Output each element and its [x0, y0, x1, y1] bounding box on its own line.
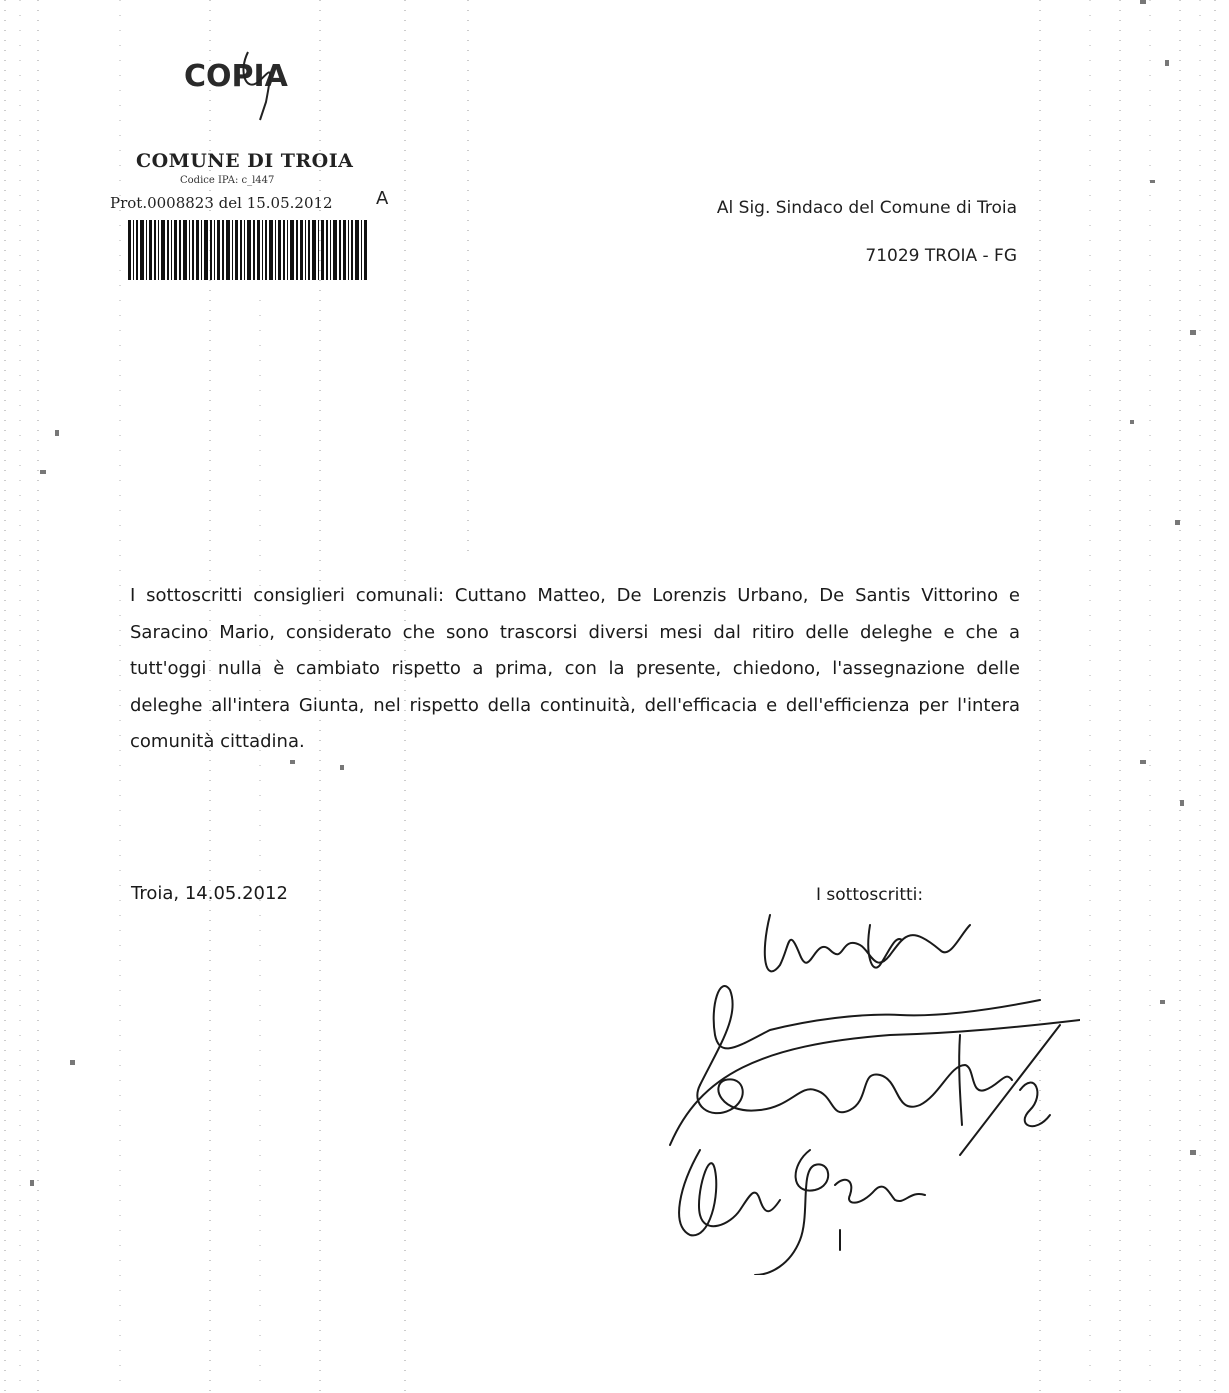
stamp-protocol: Prot.0008823 del 15.05.2012 — [110, 194, 333, 212]
addressee-city: 71029 TROIA - FG — [865, 246, 1017, 266]
protocol-stamp — [110, 150, 390, 290]
stamp-annotation: A — [376, 188, 389, 209]
addressee-name: Al Sig. Sindaco del Comune di Troia — [716, 198, 1017, 218]
signatories-label: I sottoscritti: — [816, 885, 924, 905]
barcode — [128, 220, 368, 280]
stamp-office: COMUNE DI TROIA — [136, 150, 354, 172]
copy-stamp — [178, 42, 318, 122]
letter-body: I sottoscritti consiglieri comunali: Cuttano Matteo, De Lorenzis Urbano, De Santis Vittorino e Saracino Mario, considerato che sono trascorsi diversi mesi dal ritiro delle deleghe e che a tutt'oggi nulla è cambiato rispetto a prima, con la presente, chiedono, l'assegnazione delle deleghe all'intera Giunta, nel rispetto della continuità, dell'efficacia e dell'efficienza per l'intera comunità cittadina. — [130, 585, 1020, 752]
signatures — [640, 895, 1080, 1275]
addressee — [717, 198, 1017, 266]
place-date: Troia, 14.05.2012 — [131, 883, 288, 904]
copy-stamp-text: COPIA — [184, 59, 288, 94]
stamp-code: Codice IPA: c_l447 — [180, 175, 275, 186]
